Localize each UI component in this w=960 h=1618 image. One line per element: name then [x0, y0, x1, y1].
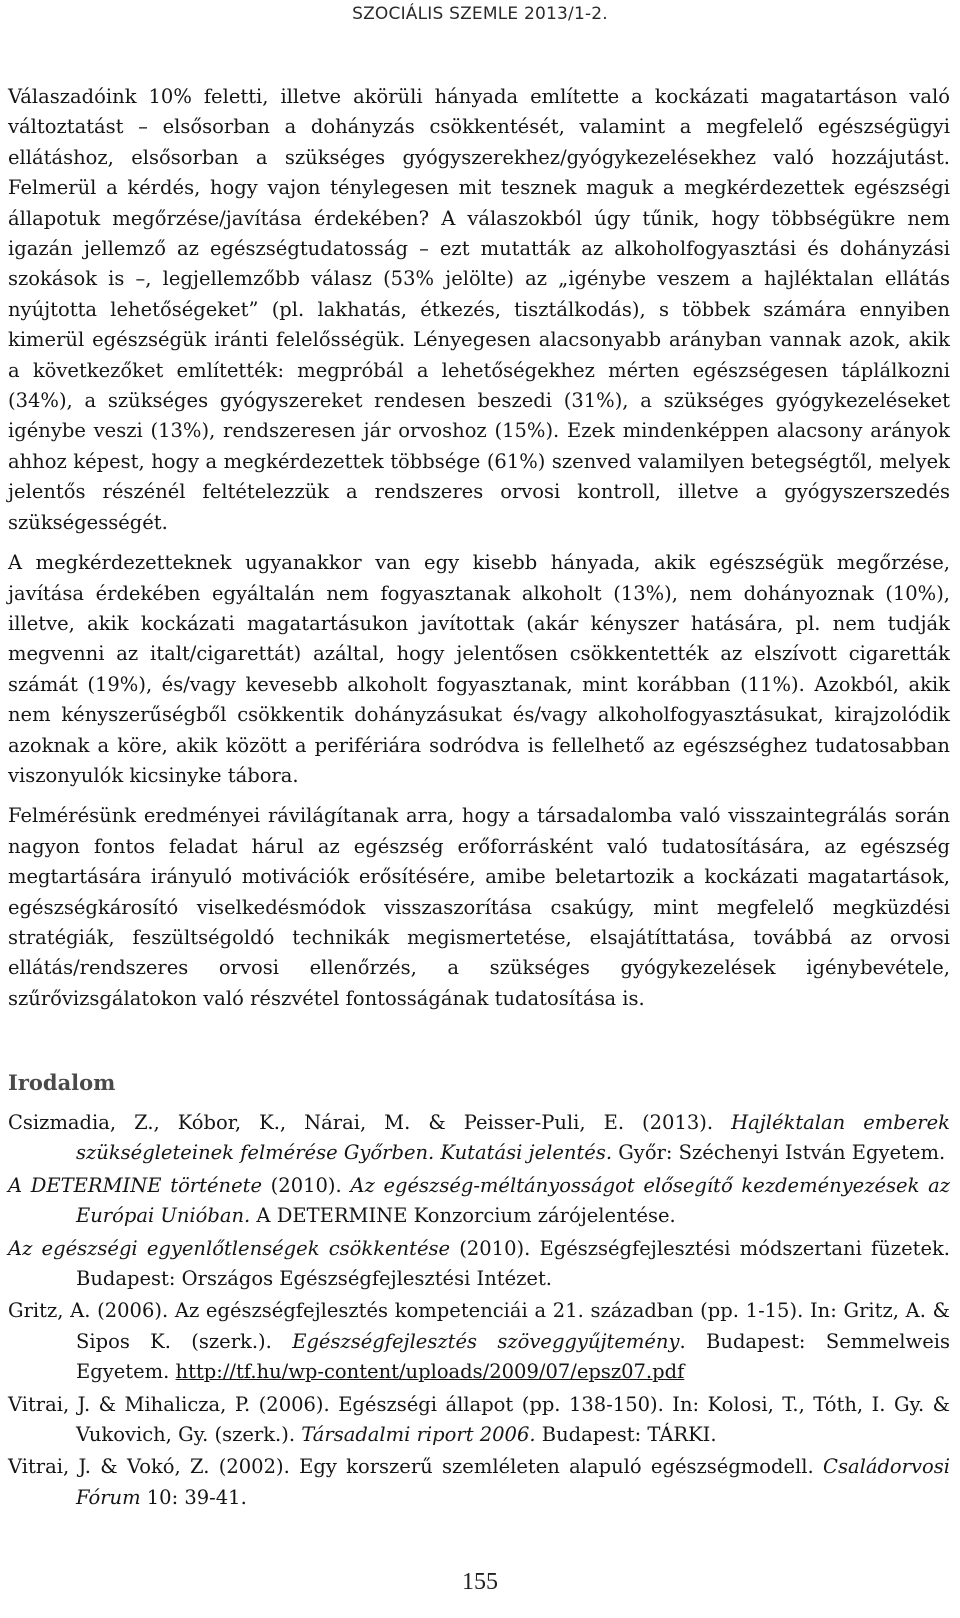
ref-text: Budapest: TÁRKI. — [535, 1423, 717, 1447]
ref-title: A DETERMINE története — [8, 1173, 262, 1197]
ref-text: (2010). — [261, 1173, 351, 1197]
ref-text: A DETERMINE Konzorcium zárójelentése. — [250, 1204, 676, 1228]
ref-text: 10: 39-41. — [140, 1485, 247, 1509]
paragraph: A megkérdezetteknek ugyanakkor van egy kisebb hányada, akik egészségük megőrzése, javítása érdekében egyáltalán nem fogyasztanak alkoholt (13%), nem dohányoznak (10%), illetve, akik kockázati magatartásukon javítottak (akár kényszer hatására, pl. nem tudják megvenni az italt/cigarettát) azáltal, hogy jelentősen csökkentették az elszívott cigaretták számát (19%), és/vagy kevesebb alkoholt fogyasztanak, mint korábban (11%). Azokból, akik nem kényszerűségből csökkentik dohányzásukat és/vagy alkoholfogyasztásukat, kirajzolódik azoknak a köre, akik között a perifériára sodródva is fellelhető az egészséghez tudatosabban viszonyulók kicsinyke tábora. — [8, 551, 950, 787]
paragraph: Felmérésünk eredményei rávilágítanak arra, hogy a társadalomba való visszaintegrálás során nagyon fontos feladat hárul az egészség erőforrásként való tudatosítására, az egészség megtartására irányuló motivációk erősítésére, amibe beletartozik a kockázati magatartások, egészségkárosító viselkedésmódok visszaszorítása csakúgy, mint megfelelő megküzdési stratégiák, feszültségoldó technikák megismertetése, elsajátíttatása, továbbá az orvosi ellátás/rendszeres orvosi ellenőrzés, a szükséges gyógykezelések igénybevétele, szűrővizsgálatokon való részvétel fontosságának tudatosítása is. — [8, 804, 950, 1010]
reference-item — [8, 1452, 950, 1513]
reference-item — [8, 1390, 950, 1451]
page-number: 155 — [462, 1569, 498, 1595]
ref-text: Vitrai, J. & Vokó, Z. (2002). Egy korszerű szemléleten alapuló egészségmodell. — [8, 1455, 824, 1479]
ref-title: Az egészségi egyenlőtlenségek csökkentése — [8, 1236, 451, 1260]
references-heading: Irodalom — [8, 1070, 116, 1095]
reference-list — [8, 1108, 950, 1515]
ref-title: Hajléktalan emberek szükségleteinek felmérése Győrben. Kutatási jelentés. — [76, 1111, 950, 1165]
ref-text: . Budapest: Semmelweis Egyetem. — [76, 1329, 950, 1384]
paragraph: Válaszadóink 10% feletti, illetve akörüli hányada említette a kockázati magatartáson való változtatást – elsősorban a dohányzás csökkentését, valamint a megfelelő egészségügyi ellátáshoz, elsősorban a szükséges gyógyszerekhez/gyógykezelésekhez való hozzájutást. Felmerül a kérdés, hogy vajon ténylegesen mit tesznek maguk a megkérdezettek egészségi állapotuk megőrzése/javítása érdekében? A válaszokból úgy tűnik, hogy többségükre nem igazán jellemző az egészségtudatosság – ezt mutatták az alkoholfogyasztási és dohányzási szokások is –, legjellemzőbb válasz (53% jelölte) az „igénybe veszem a hajléktalan ellátás nyújtotta lehetőségeket” (pl. lakhatás, étkezés, tisztálkodás), s többek számára ennyiben kimerül egészségük iránti felelősségük. Lényegesen alacsonyabb arányban vannak azok, akik a következőket említették: megpróbál a lehetőségekhez mérten egészségesen táplálkozni (34%), a szükséges gyógyszereket rendesen beszedi (31%), a szükséges gyógykezeléseket igénybe veszi (13%), rendszeresen jár orvoshoz (15%). Ezek mindenképpen alacsony arányok ahhoz képest, hogy a megkérdezettek többsége (61%) szenved valamilyen betegségtől, melyek jelentős részénél feltételezzük a rendszeres orvosi kontroll, illetve a gyógyszerszedés szükségességét. — [8, 85, 950, 534]
ref-text: Győr: Széchenyi István Egyetem. — [612, 1141, 946, 1165]
reference-item — [8, 1234, 950, 1295]
ref-text: Gritz, A. (2006). Az egészségfejlesztés kompetenciái a 21. században (pp. 1-15). In: Gritz, A. & Sipos K. (szerk.). — [8, 1299, 950, 1353]
ref-text: (2010). Egészségfejlesztési módszertani füzetek. Budapest: Országos Egészségfejlesztési Intézet. — [76, 1236, 950, 1291]
reference-item — [8, 1296, 950, 1387]
article-body — [8, 82, 950, 1024]
ref-text: Csizmadia, Z., Kóbor, K., Nárai, M. & Peisser-Puli, E. (2013). — [8, 1111, 732, 1134]
ref-text: Vitrai, J. & Mihalicza, P. (2006). Egészségi állapot (pp. 138-150). In: Kolosi, T., Tóth, I. Gy. & Vukovich, Gy. (szerk.). — [8, 1392, 950, 1447]
reference-link[interactable]: http://tf.hu/wp-content/uploads/2009/07/epsz07.pdf — [175, 1360, 685, 1384]
reference-item — [8, 1108, 950, 1169]
running-header: SZOCIÁLIS SZEMLE 2013/1-2. — [352, 4, 608, 24]
ref-title: Családorvosi Fórum — [76, 1455, 950, 1509]
ref-title: Az egészség-méltányosságot elősegítő kezdeményezések az Európai Unióban. — [76, 1173, 950, 1228]
reference-item — [8, 1171, 950, 1232]
ref-title: Egészségfejlesztés szöveggyűjtemény — [292, 1329, 680, 1353]
ref-title: Társadalmi riport 2006. — [301, 1423, 536, 1447]
